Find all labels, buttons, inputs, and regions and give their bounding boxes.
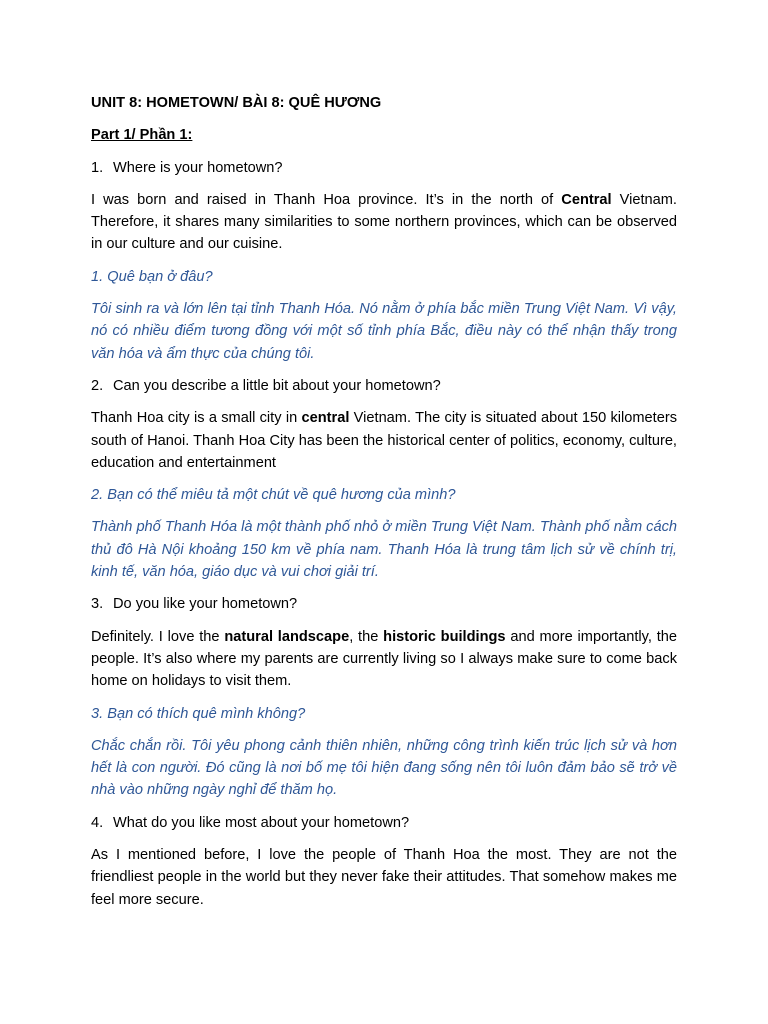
answer-2 [91,407,677,474]
answer-bold-term: historic buildings [383,628,506,645]
vi-question-1: 1. Quê bạn ở đâu? [91,268,213,285]
answer-text: Vietnam. Therefore, it shares many similarities to some northern provinces, which can be observed in our culture and our cuisine. [91,191,677,253]
question-number: 4. [91,814,104,831]
question-number: 3. [91,596,104,613]
answer-text: , the [349,628,384,645]
answer-text: Thanh Hoa city is a small city in [91,410,302,427]
question-1 [91,157,677,179]
question-number: 1. [91,159,104,176]
question-text: What do you like most about your hometown? [113,814,410,831]
document-page [91,92,677,921]
answer-3 [91,626,677,693]
answer-text: and more importantly, the people. It’s also where my parents are currently living so I always make sure to come back home on holidays to visit them. [91,628,677,690]
vi-question-3: 3. Bạn có thích quê mình không? [91,705,306,722]
vi-question-2: 2. Bạn có thể miêu tả một chút về quê hương của mình? [91,487,456,504]
answer-text: Definitely. I love the [91,628,225,645]
answer-4 [91,844,677,911]
unit-title: UNIT 8: HOMETOWN/ BÀI 8: QUÊ HƯƠNG [91,95,382,111]
answer-text: I was born and raised in Thanh Hoa province. It’s in the north of [91,191,562,208]
question-3 [91,593,677,615]
answer-bold-term: Central [561,191,612,208]
question-text: Where is your hometown? [113,159,283,176]
question-2 [91,375,677,397]
answer-1 [91,189,677,256]
part-heading: Part 1/ Phần 1: [91,127,193,144]
answer-bold-term: natural landscape [224,628,350,645]
answer-text: As I mentioned before, I love the people of Thanh Hoa the most. They are not the friendliest people in the world but they never fake their attitudes. That somehow makes me feel more secure. [91,847,677,908]
question-text: Can you describe a little bit about your hometown? [113,377,441,394]
answer-bold-term: central [301,410,350,427]
question-text: Do you like your hometown? [113,596,298,613]
vi-answer-3: Chắc chắn rồi. Tôi yêu phong cảnh thiên nhiên, những công trình kiến trúc lịch sử và hơn hết là con người. Đó cũng là nơi bố mẹ tôi hiện đang sống nên tôi luôn đảm bảo sẽ trở về nhà vào những ngày nghỉ để thăm họ. [91,737,677,799]
answer-text: Vietnam. The city is situated about 150 kilometers south of Hanoi. Thanh Hoa City has been the historical center of politics, economy, culture, education and entertainment [91,410,677,471]
vi-answer-2: Thành phố Thanh Hóa là một thành phố nhỏ ở miền Trung Việt Nam. Thành phố nằm cách thủ đô Hà Nội khoảng 150 km về phía nam. Thanh Hóa là trung tâm lịch sử về chính trị, kinh tế, văn hóa, giáo dục và vui chơi giải trí. [91,519,677,581]
question-number: 2. [91,377,104,394]
question-4 [91,812,677,834]
vi-answer-1: Tôi sinh ra và lớn lên tại tỉnh Thanh Hóa. Nó nằm ở phía bắc miền Trung Việt Nam. Vì vậy, nó có nhiều điểm tương đồng với một số tỉnh phía Bắc, điều này có thể nhận thấy trong văn hóa và ẩm thực của chúng tôi. [91,301,677,362]
